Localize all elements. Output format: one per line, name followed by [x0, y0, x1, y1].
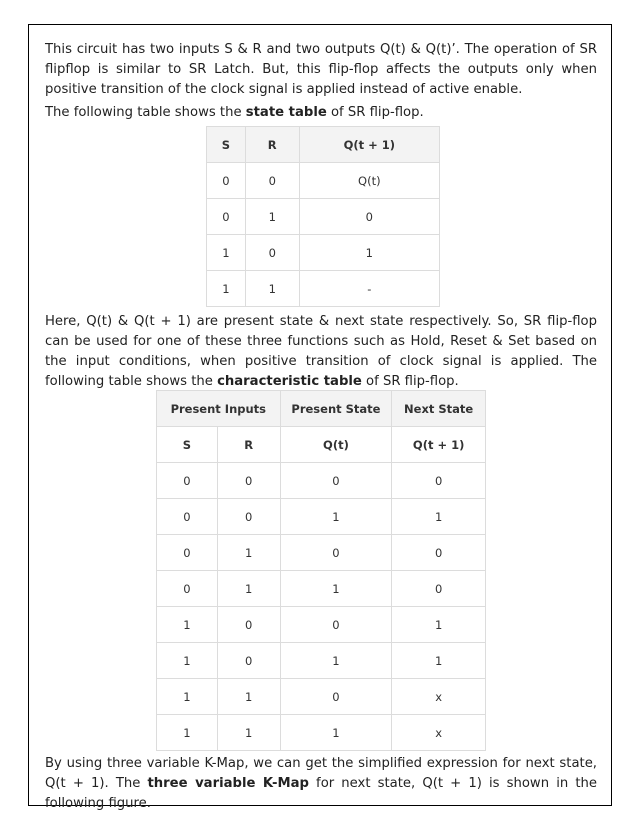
characteristic-table	[156, 390, 486, 751]
table-cell: 0	[217, 499, 280, 535]
table-row	[157, 499, 486, 535]
state-table-intro	[45, 103, 597, 123]
state-table	[206, 126, 440, 307]
table-cell: 1	[217, 679, 280, 715]
table-cell: 0	[245, 163, 299, 199]
table-cell: 1	[157, 715, 218, 751]
group-header-next-state: Next State	[392, 391, 486, 427]
table-cell: 1	[157, 607, 218, 643]
table-cell: 1	[280, 643, 392, 679]
table-cell: 0	[217, 607, 280, 643]
table-cell: 0	[157, 499, 218, 535]
table-cell: 0	[245, 235, 299, 271]
table-cell: Q(t)	[299, 163, 439, 199]
kmap-intro-text: By using three variable K-Map, we can get the simplified expression for next state, Q(t + 1). The	[45, 756, 597, 791]
table-cell: 1	[392, 607, 486, 643]
table-row	[157, 643, 486, 679]
state-table-term: state table	[245, 105, 327, 120]
table-row	[207, 235, 440, 271]
table-cell: 1	[280, 499, 392, 535]
table-cell: 1	[392, 499, 486, 535]
state-table-header-s: S	[207, 127, 246, 163]
state-table-header-next: Q(t + 1)	[299, 127, 439, 163]
table-subheader-row	[157, 427, 486, 463]
table-cell: 0	[280, 679, 392, 715]
table-cell: 0	[280, 463, 392, 499]
table-cell: 1	[299, 235, 439, 271]
table-cell: 0	[157, 535, 218, 571]
table-cell: 1	[217, 571, 280, 607]
char-table-header-qt1: Q(t + 1)	[392, 427, 486, 463]
table-cell: 0	[280, 607, 392, 643]
char-table-header-s: S	[157, 427, 218, 463]
table-row	[157, 607, 486, 643]
table-cell: 1	[157, 679, 218, 715]
table-cell: 0	[207, 163, 246, 199]
table-cell: 1	[217, 715, 280, 751]
table-cell: 0	[217, 643, 280, 679]
table-cell: 0	[157, 463, 218, 499]
state-table-intro-text: The following table shows the	[45, 105, 246, 120]
table-row	[157, 463, 486, 499]
table-cell: x	[392, 679, 486, 715]
table-cell: x	[392, 715, 486, 751]
state-table-intro-tail: of SR flip-flop.	[326, 105, 424, 120]
kmap-intro-tail: for next state, Q(t + 1) is shown in the following figure.	[45, 776, 597, 811]
table-cell: 0	[392, 463, 486, 499]
char-table-header-r: R	[217, 427, 280, 463]
intro-paragraph: This circuit has two inputs S & R and two outputs Q(t) & Q(t)’. The operation of SR flipflop is similar to SR Latch. But, this flip-flop affects the outputs only when positive transition of the clock signal is applied instead of active enable.	[45, 42, 597, 97]
kmap-intro-paragraph	[45, 754, 597, 814]
table-cell: 0	[157, 571, 218, 607]
characteristic-table-intro-text: Here, Q(t) & Q(t + 1) are present state & next state respectively. So, SR flip-flop can be used for one of these three functions such as Hold, Reset & Set based on the input conditions, when positive transition of clock signal is applied. The following table shows the	[45, 314, 597, 389]
table-cell: 1	[392, 643, 486, 679]
table-cell: 1	[157, 643, 218, 679]
table-row	[157, 715, 486, 751]
table-cell: -	[299, 271, 439, 307]
group-header-present-state: Present State	[280, 391, 392, 427]
char-table-header-qt: Q(t)	[280, 427, 392, 463]
table-cell: 0	[392, 535, 486, 571]
table-cell: 1	[245, 271, 299, 307]
table-cell: 1	[280, 571, 392, 607]
table-cell: 0	[299, 199, 439, 235]
table-cell: 0	[217, 463, 280, 499]
table-row	[207, 199, 440, 235]
table-cell: 1	[217, 535, 280, 571]
group-header-present-inputs: Present Inputs	[157, 391, 281, 427]
table-row	[207, 271, 440, 307]
characteristic-table-intro-tail: of SR flip-flop.	[361, 374, 459, 389]
table-cell: 0	[280, 535, 392, 571]
table-row	[207, 163, 440, 199]
state-table-header-r: R	[245, 127, 299, 163]
table-cell: 1	[207, 235, 246, 271]
table-cell: 1	[207, 271, 246, 307]
characteristic-table-intro	[45, 312, 597, 392]
table-row	[157, 535, 486, 571]
table-cell: 1	[245, 199, 299, 235]
table-cell: 1	[280, 715, 392, 751]
table-row	[157, 571, 486, 607]
table-row	[157, 679, 486, 715]
characteristic-table-term: characteristic table	[217, 374, 362, 389]
kmap-term: three variable K-Map	[147, 776, 309, 791]
table-cell: 0	[207, 199, 246, 235]
table-cell: 0	[392, 571, 486, 607]
